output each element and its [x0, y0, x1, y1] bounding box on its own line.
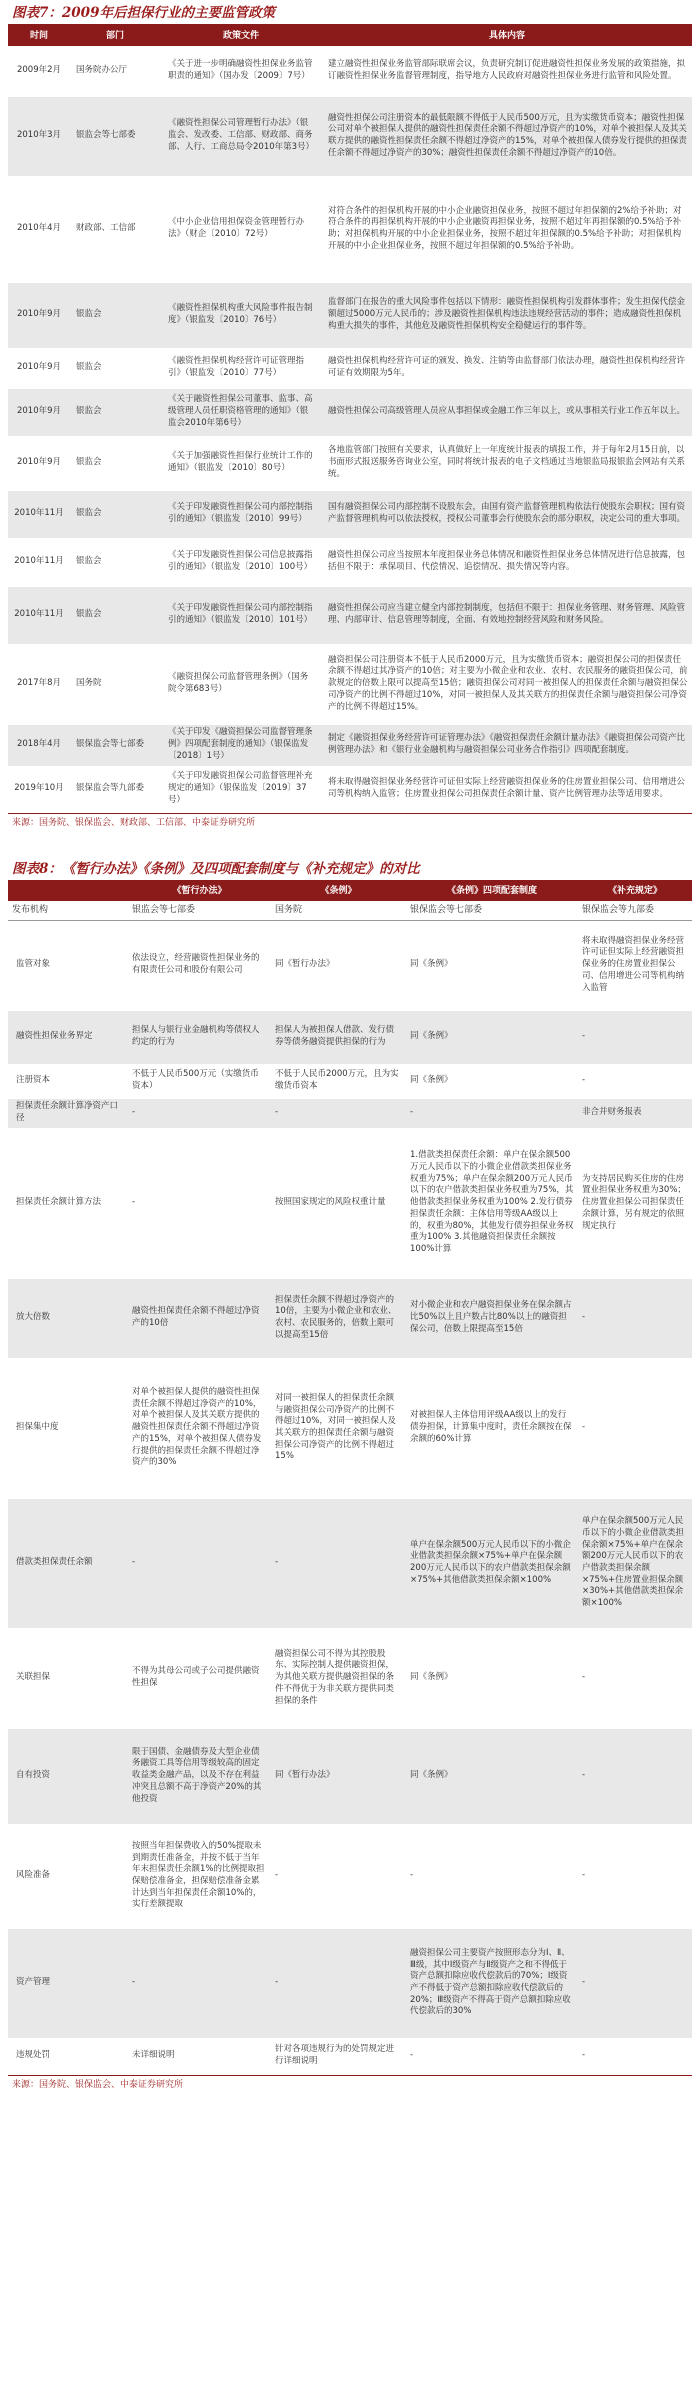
header-time: 时间	[8, 26, 70, 46]
table-row	[8, 586, 692, 644]
cell-supplementary: -	[578, 1358, 692, 1498]
cell-time: 2018年4月	[8, 724, 70, 766]
cell-supporting: 对被担保人主体信用评级AA级以上的发行债券担保，计算集中度时，责任余额按在保余额的60%计算	[406, 1358, 578, 1498]
cell-dept: 银监会	[70, 436, 160, 490]
cell-doc: 《关于印发融资性担保公司内部控制指引的通知》（银监发〔2010〕99号）	[160, 490, 322, 538]
cell-dept: 国务院	[70, 644, 160, 724]
table-row	[8, 1064, 692, 1098]
row-label: 放大倍数	[8, 1278, 128, 1358]
cell-interim: -	[128, 1928, 271, 2038]
cell-regulations: 担保责任余额不得超过净资产的10倍，主要为小微企业和农业、农村、农民服务的，倍数上限可以提高至15倍	[271, 1278, 406, 1358]
policy-table-header	[8, 26, 692, 46]
figure8-title: 图表8：《暂行办法》《条例》及四项配套制度与《补充规定》的对比	[8, 858, 692, 882]
header-blank	[8, 882, 128, 901]
row-label: 担保集中度	[8, 1358, 128, 1498]
row-label: 融资性担保业务界定	[8, 1010, 128, 1064]
row-label: 注册资本	[8, 1064, 128, 1098]
row-label: 自有投资	[8, 1728, 128, 1824]
cell-regulations: -	[271, 1824, 406, 1928]
table-row	[8, 724, 692, 766]
cell-dept: 银监会	[70, 282, 160, 348]
cell-dept: 银监会等七部委	[70, 96, 160, 176]
cell-supporting: 同《条例》	[406, 1628, 578, 1728]
header-doc: 政策文件	[160, 26, 322, 46]
cell-dept: 财政部、工信部	[70, 176, 160, 282]
table-row	[8, 1098, 692, 1128]
cell-supporting: -	[406, 2038, 578, 2074]
cell-doc: 《关于印发融资性担保公司信息披露指引的通知》（银监发〔2010〕100号）	[160, 538, 322, 586]
header-content: 具体内容	[322, 26, 692, 46]
row-label: 担保责任余额计算方法	[8, 1128, 128, 1278]
cell-time: 2010年3月	[8, 96, 70, 176]
header-interim-measures: 《暂行办法》	[128, 882, 271, 901]
cell-doc: 《融资性担保机构重大风险事件报告制度》（银监发〔2010〕76号）	[160, 282, 322, 348]
cell-supporting: 融资担保公司主要资产按照形态分为Ⅰ、Ⅱ、Ⅲ级，其中Ⅰ级资产与Ⅱ级资产之和不得低于资产总额扣除应收代偿款后的70%；Ⅰ级资产不得低于资产总额扣除应收代偿款后的20%；Ⅲ级资产不得高于资产总额扣除应收代偿款后的30%	[406, 1928, 578, 2038]
table-row	[8, 46, 692, 96]
cell-time: 2010年9月	[8, 388, 70, 436]
cell-dept: 银监会	[70, 348, 160, 388]
row-label: 借款类担保责任余额	[8, 1498, 128, 1628]
table-row	[8, 1728, 692, 1824]
table-row	[8, 1824, 692, 1928]
cell-interim: -	[128, 1098, 271, 1128]
cell-time: 2010年9月	[8, 436, 70, 490]
cell-regulations: 对同一被担保人的担保责任余额与融资担保公司净资产的比例不得超过10%，对同一被担保人及其关联方的担保责任余额与融资担保公司净资产的比例不得超过15%	[271, 1358, 406, 1498]
cell-dept: 国务院办公厅	[70, 46, 160, 96]
table-row	[8, 348, 692, 388]
cell-time: 2010年9月	[8, 282, 70, 348]
cell-time: 2019年10月	[8, 766, 70, 812]
cell-supporting: 对小微企业和农户融资担保业务在保余额占比50%以上且户数占比80%以上的融资担保公司，倍数上限提高至15倍	[406, 1278, 578, 1358]
table-row	[8, 1358, 692, 1498]
table-row	[8, 176, 692, 282]
row-label: 违规处罚	[8, 2038, 128, 2074]
table-row	[8, 1928, 692, 2038]
cell-doc: 《关于印发融资担保公司监督管理补充规定的通知》（银保监发〔2019〕37号）	[160, 766, 322, 812]
row-label: 担保责任余额计算净资产口径	[8, 1098, 128, 1128]
cell-time: 2010年4月	[8, 176, 70, 282]
table-row	[8, 538, 692, 586]
cell-interim: 不低于人民币500万元（实缴货币资本）	[128, 1064, 271, 1098]
row-label: 资产管理	[8, 1928, 128, 2038]
cell-doc: 《关于融资性担保公司董事、监事、高级管理人员任职资格管理的通知》（银监会2010年第6号）	[160, 388, 322, 436]
cell-regulations: 按照国家规定的风险权重计量	[271, 1128, 406, 1278]
cell-content: 融资性担保公司注册资本的最低限额不得低于人民币500万元，且为实缴货币资本；融资性担保公司对单个被担保人提供的融资性担保责任余额不得超过净资产的10%，对单个被担保人及其关联方提供的融资性担保责任余额不得超过净资产的15%，对单个被担保人债券发行提供的担保责任余额不得超过净资产的30%；融资性担保责任余额不得超过净资产的10倍。	[322, 96, 692, 176]
cell-regulations: 担保人为被担保人借款、发行债券等债务融资提供担保的行为	[271, 1010, 406, 1064]
cell-time: 2010年11月	[8, 490, 70, 538]
table-row	[8, 388, 692, 436]
cell-regulations: -	[271, 1098, 406, 1128]
cell-time: 2010年11月	[8, 538, 70, 586]
cell-supplementary: -	[578, 1064, 692, 1098]
table-row	[8, 1498, 692, 1628]
policy-table	[8, 26, 692, 813]
issuer-cell: 银监会等七部委	[128, 901, 271, 921]
table-row	[8, 436, 692, 490]
cell-supplementary: -	[578, 1010, 692, 1064]
cell-supporting: 同《条例》	[406, 1728, 578, 1824]
cell-interim: 依法设立，经营融资性担保业务的有限责任公司和股份有限公司	[128, 920, 271, 1010]
cell-content: 融资担保公司注册资本不低于人民币2000万元，且为实缴货币资本；融资担保公司的担保责任余额不得超过其净资产的10倍；对主要为小微企业和农业、农村、农民服务的融资担保公司，前款规定的倍数上限可以提高至15倍；融资担保公司对同一被担保人的担保责任余额与融资担保公司净资产的比例不得超过10%，对同一被担保人及其关联方的担保责任余额与融资担保公司净资产的比例不得超过15%。	[322, 644, 692, 724]
cell-doc: 《关于进一步明确融资性担保业务监管职责的通知》（国办发〔2009〕7号）	[160, 46, 322, 96]
table-row	[8, 644, 692, 724]
cell-supporting: 1.借款类担保责任余额：单户在保余额500万元人民币以下的小微企业借款类担保业务权重为75%；单户在保余额200万元人民币以下的农户借款类担保业务权重为75%，其他借款类担保业务权重为100% 2.发行债券担保责任余额：主体信用等级AA级以上的，权重为80%，其他发行债券担保业务权重为100% 3.其他融资担保责任余额按100%计算	[406, 1128, 578, 1278]
cell-interim: 融资性担保责任余额不得超过净资产的10倍	[128, 1278, 271, 1358]
table-row	[8, 282, 692, 348]
cell-interim: 未详细说明	[128, 2038, 271, 2074]
cell-content: 融资性担保公司应当建立健全内部控制制度，包括但不限于：担保业务管理、财务管理、风险管理、内部审计、信息管理等制度，全面、有效地控制经营风险和财务风险。	[322, 586, 692, 644]
page	[8, 0, 692, 2094]
cell-supporting: -	[406, 1824, 578, 1928]
cell-time: 2010年9月	[8, 348, 70, 388]
cell-interim: 担保人与银行业金融机构等债权人约定的行为	[128, 1010, 271, 1064]
cell-content: 将未取得融资担保业务经营许可证但实际上经营融资担保业务的住房置业担保公司、信用增进公司等机构纳入监管；住房置业担保公司担保责任余额计量、资产比例管理办法等适用要求。	[322, 766, 692, 812]
cell-dept: 银保监会等九部委	[70, 766, 160, 812]
table-row	[8, 1278, 692, 1358]
row-label: 风险准备	[8, 1824, 128, 1928]
cell-dept: 银监会	[70, 538, 160, 586]
row-label: 关联担保	[8, 1628, 128, 1728]
cell-supporting: 同《条例》	[406, 1010, 578, 1064]
cell-interim: 限于国债、金融债券及大型企业债务融资工具等信用等级较高的固定收益类金融产品，以及不存在利益冲突且总额不高于净资产20%的其他投资	[128, 1728, 271, 1824]
cell-supplementary: 非合并财务报表	[578, 1098, 692, 1128]
header-supporting-rules: 《条例》四项配套制度	[406, 882, 578, 901]
cell-supplementary: -	[578, 1728, 692, 1824]
cell-dept: 银监会	[70, 388, 160, 436]
cell-interim: -	[128, 1498, 271, 1628]
cell-doc: 《融资性担保机构经营许可证管理指引》（银监发〔2010〕77号）	[160, 348, 322, 388]
cell-supplementary: 将未取得融资担保业务经营许可证但实际上经营融资担保业务的住房置业担保公司、信用增进公司等机构纳入监管	[578, 920, 692, 1010]
cell-content: 融资性担保公司应当按照本年度担保业务总体情况和融资性担保业务总体情况进行信息披露，包括但不限于：承保项目、代偿情况、追偿情况、损失情况等内容。	[322, 538, 692, 586]
cell-doc: 《中小企业信用担保资金管理暂行办法》（财企〔2010〕72号）	[160, 176, 322, 282]
header-dept: 部门	[70, 26, 160, 46]
cell-regulations: 同《暂行办法》	[271, 920, 406, 1010]
cell-regulations: 同《暂行办法》	[271, 1728, 406, 1824]
table-row	[8, 766, 692, 812]
table-row	[8, 1628, 692, 1728]
cell-regulations: -	[271, 1498, 406, 1628]
figure7-source: 来源：国务院、银保监会、财政部、工信部、中泰证券研究所	[8, 813, 692, 832]
cell-interim: 按照当年担保费收入的50%提取未到期责任准备金，并按不低于当年年末担保责任余额1%的比例提取担保赔偿准备金，担保赔偿准备金累计达到当年担保责任余额10%的，实行差额提取	[128, 1824, 271, 1928]
table-row	[8, 1010, 692, 1064]
cell-doc: 《关于加强融资性担保行业统计工作的通知》（银监发〔2010〕80号）	[160, 436, 322, 490]
cell-supplementary: -	[578, 2038, 692, 2074]
cell-dept: 银监会	[70, 586, 160, 644]
cell-supplementary: -	[578, 1628, 692, 1728]
cell-regulations: 不低于人民币2000万元，且为实缴货币资本	[271, 1064, 406, 1098]
header-supplementary: 《补充规定》	[578, 882, 692, 901]
cell-supporting: -	[406, 1098, 578, 1128]
issuer-cell: 国务院	[271, 901, 406, 921]
cell-content: 监督部门在报告的重大风险事件包括以下情形：融资性担保机构引发群体事件；发生担保代偿金额超过5000万元人民币的；涉及融资性担保机构违法违规经营活动的事件；造成融资性担保机构重大损失的事件，其他危及融资性担保机构安全稳健运行的事件等。	[322, 282, 692, 348]
cell-interim: -	[128, 1128, 271, 1278]
cell-content: 融资性担保机构经营许可证的颁发、换发、注销等由监督部门依法办理，融资性担保机构经营许可证有效期限为5年。	[322, 348, 692, 388]
cell-time: 2010年11月	[8, 586, 70, 644]
cell-supporting: 单户在保余额500万元人民币以下的小微企业借款类担保余额×75%+单户在保余额200万元人民币以下的农户借款类担保余额×75%+其他借款类担保余额×100%	[406, 1498, 578, 1628]
cell-time: 2009年2月	[8, 46, 70, 96]
cell-supplementary: -	[578, 1824, 692, 1928]
issuer-cell: 银保监会等七部委	[406, 901, 578, 921]
table-row	[8, 2038, 692, 2074]
cell-interim: 对单个被担保人提供的融资性担保责任余额不得超过净资产的10%，对单个被担保人及其关联方提供的融资性担保责任余额不得超过净资产的15%，对单个被担保人债券发行提供的担保责任余额不得超过净资产的30%	[128, 1358, 271, 1498]
cell-content: 融资性担保公司高级管理人员应从事担保或金融工作三年以上，或从事相关行业工作五年以上。	[322, 388, 692, 436]
table-row	[8, 96, 692, 176]
cell-regulations: 融资担保公司不得为其控股股东、实际控制人提供融资担保，为其他关联方提供融资担保的条件不得优于为非关联方提供同类担保的条件	[271, 1628, 406, 1728]
comparison-table	[8, 882, 692, 2075]
comparison-table-header	[8, 882, 692, 901]
cell-content: 制定《融资担保业务经营许可证管理办法》《融资担保责任余额计量办法》《融资担保公司资产比例管理办法》和《银行业金融机构与融资担保公司业务合作指引》四项配套制度。	[322, 724, 692, 766]
table-row	[8, 490, 692, 538]
figure8-source: 来源：国务院、银保监会、中泰证券研究所	[8, 2075, 692, 2094]
cell-content: 国有融资担保公司内部控制不设股东会，由国有资产监督管理机构依法行使股东会职权；国有资产监督管理机构可以依法授权，授权公司董事会行使股东会的部分职权，决定公司的重大事项。	[322, 490, 692, 538]
cell-interim: 不得为其母公司或子公司提供融资性担保	[128, 1628, 271, 1728]
cell-doc: 《融资性担保公司管理暂行办法》（银监会、发改委、工信部、财政部、商务部、人行、工商总局令2010年第3号）	[160, 96, 322, 176]
cell-supporting: 同《条例》	[406, 1064, 578, 1098]
issuer-label: 发布机构	[8, 901, 128, 921]
row-label: 监管对象	[8, 920, 128, 1010]
cell-content: 对符合条件的担保机构开展的中小企业融资担保业务，按照不超过年担保额的2%给予补助；对符合条件的再担保机构开展的中小企业融资再担保业务，按照不超过年再担保额的0.5%给予补助；对担保机构开展的中小企业担保业务，按照不超过年担保额的0.5%给予补助；对担保机构开展的中小企业担保业务，按照不超过年担保额的0.5%给予补助。	[322, 176, 692, 282]
cell-content: 各地监管部门按照有关要求，认真做好上一年度统计报表的填报工作，并于每年2月15日前，以书面形式报送服务咨询业公室，同时将统计报表的电子文档通过当地银监局报银监会网站有关系统。	[322, 436, 692, 490]
table-row	[8, 1128, 692, 1278]
cell-dept: 银保监会等七部委	[70, 724, 160, 766]
cell-supplementary: -	[578, 1928, 692, 2038]
issuer-row	[8, 901, 692, 921]
cell-supporting: 同《条例》	[406, 920, 578, 1010]
table-row	[8, 920, 692, 1010]
cell-doc: 《关于印发《融资担保公司监督管理条例》四项配套制度的通知》（银保监发〔2018〕1号）	[160, 724, 322, 766]
cell-supplementary: 单户在保余额500万元人民币以下的小微企业借款类担保余额×75%+单户在保余额200万元人民币以下的农户借款类担保余额×75%+住房置业担保余额×30%+其他借款类担保余额×100%	[578, 1498, 692, 1628]
figure7-title: 图表7：2009年后担保行业的主要监管政策	[8, 2, 692, 26]
cell-doc: 《关于印发融资性担保公司内部控制指引的通知》（银监发〔2010〕101号）	[160, 586, 322, 644]
issuer-cell: 银保监会等九部委	[578, 901, 692, 921]
cell-supplementary: 为支持居民购买住房的住房置业担保业务权重为30%；住房置业担保公司担保责任余额计算，另有规定的依照规定执行	[578, 1128, 692, 1278]
cell-supplementary: -	[578, 1278, 692, 1358]
cell-time: 2017年8月	[8, 644, 70, 724]
cell-doc: 《融资担保公司监督管理条例》（国务院令第683号）	[160, 644, 322, 724]
cell-regulations: 针对各项违规行为的处罚规定进行详细说明	[271, 2038, 406, 2074]
cell-dept: 银监会	[70, 490, 160, 538]
header-regulations: 《条例》	[271, 882, 406, 901]
cell-regulations: -	[271, 1928, 406, 2038]
cell-content: 建立融资性担保业务监管部际联席会议，负责研究制订促进融资性担保业务发展的政策措施，拟订融资性担保业务监督管理制度，指导地方人民政府对融资性担保业务进行监管和风险处置。	[322, 46, 692, 96]
